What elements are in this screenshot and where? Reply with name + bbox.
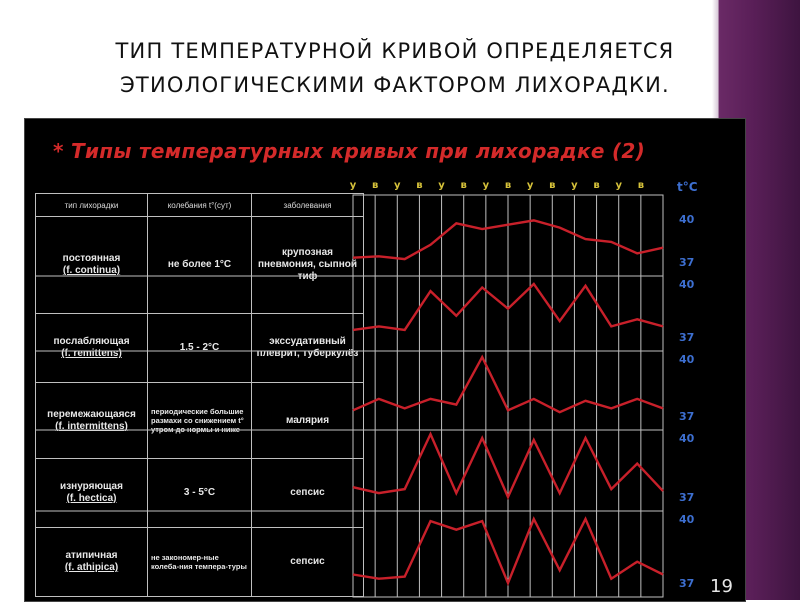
chart-x-label: у (526, 180, 534, 191)
diseases-cell: крупозная пневмония, сыпной тиф (252, 217, 364, 314)
slide-title (70, 34, 720, 102)
chart-x-label: у (438, 180, 445, 191)
chart-x-label: в (593, 180, 600, 191)
fever-type-name: перемежающаяся (47, 408, 136, 420)
chart-y-tick-label: 40 (679, 513, 695, 526)
chart-x-label: у (571, 180, 578, 191)
slide-number: 19 (710, 576, 733, 597)
chart-y-tick-label: 40 (679, 213, 695, 226)
fever-type-latin: (f. hectica) (66, 493, 117, 505)
temp-range-cell: 1.5 - 2°С (148, 314, 252, 383)
chart-x-label: у (349, 180, 357, 191)
chart-x-label: в (504, 180, 512, 191)
chart-x-label: у (482, 180, 490, 191)
chart-x-label: в (637, 180, 645, 191)
temp-range-cell: 3 - 5°С (148, 459, 252, 528)
chart-x-label: в (460, 180, 467, 191)
diseases-cell: малярия (252, 383, 364, 459)
chart-x-label: в (371, 180, 379, 191)
fever-types-panel (24, 118, 746, 602)
header-fever-type: тип лихорадки (36, 194, 148, 217)
panel-heading: * Типы температурных кривых при лихорадке (2) (53, 139, 646, 163)
temp-range-cell: не закономер-ные колеба-ния темпера-туры (148, 528, 252, 597)
fever-type-name: послабляющая (53, 336, 130, 348)
temp-range-cell: не более 1°С (148, 217, 252, 314)
fever-type-name: постоянная (62, 253, 121, 265)
fever-type-latin: (f. athipica) (64, 562, 119, 574)
slide-title-line-2: ЭТИОЛОГИЧЕСКИМИ ФАКТОРОМ ЛИХОРАДКИ. (120, 73, 670, 97)
diseases-cell: экссудативный плеврит, туберкулёз (252, 314, 364, 383)
chart-x-label: у (615, 180, 622, 191)
chart-x-label: в (549, 180, 556, 191)
chart-y-tick-label: 37 (679, 491, 695, 504)
chart-y-tick-label: 40 (679, 278, 695, 291)
diseases-cell: сепсис (252, 459, 364, 528)
diseases-cell: сепсис (252, 528, 364, 597)
chart-y-tick-label: 37 (679, 331, 695, 344)
fever-type-name: изнуряющая (60, 481, 123, 493)
chart-y-tick-label: 37 (679, 410, 695, 423)
chart-y-tick-label: 37 (679, 577, 695, 590)
chart-y-tick-label: 37 (679, 256, 695, 269)
temperature-curves-chart (25, 119, 745, 601)
fever-type-latin: (f. remittens) (61, 348, 122, 360)
temp-range-cell: периодические большие размахи со снижением t° утром до нормы и ниже (148, 383, 252, 459)
chart-y-tick-label: 40 (679, 353, 695, 366)
slide-title-line-1: ТИП ТЕМПЕРАТУРНОЙ КРИВОЙ ОПРЕДЕЛЯЕТСЯ (115, 39, 675, 63)
chart-x-label: у (394, 180, 401, 191)
fever-type-latin: (f. intermittens) (55, 420, 128, 432)
header-diseases: заболевания (252, 194, 364, 217)
chart-x-label: в (416, 180, 423, 191)
header-temp-range: колебания t°(сут) (148, 194, 252, 217)
chart-unit-label: t°C (677, 180, 698, 194)
fever-type-latin: (f. continua) (62, 265, 121, 277)
chart-y-tick-label: 40 (679, 432, 695, 445)
fever-type-name: атипичная (65, 550, 118, 562)
